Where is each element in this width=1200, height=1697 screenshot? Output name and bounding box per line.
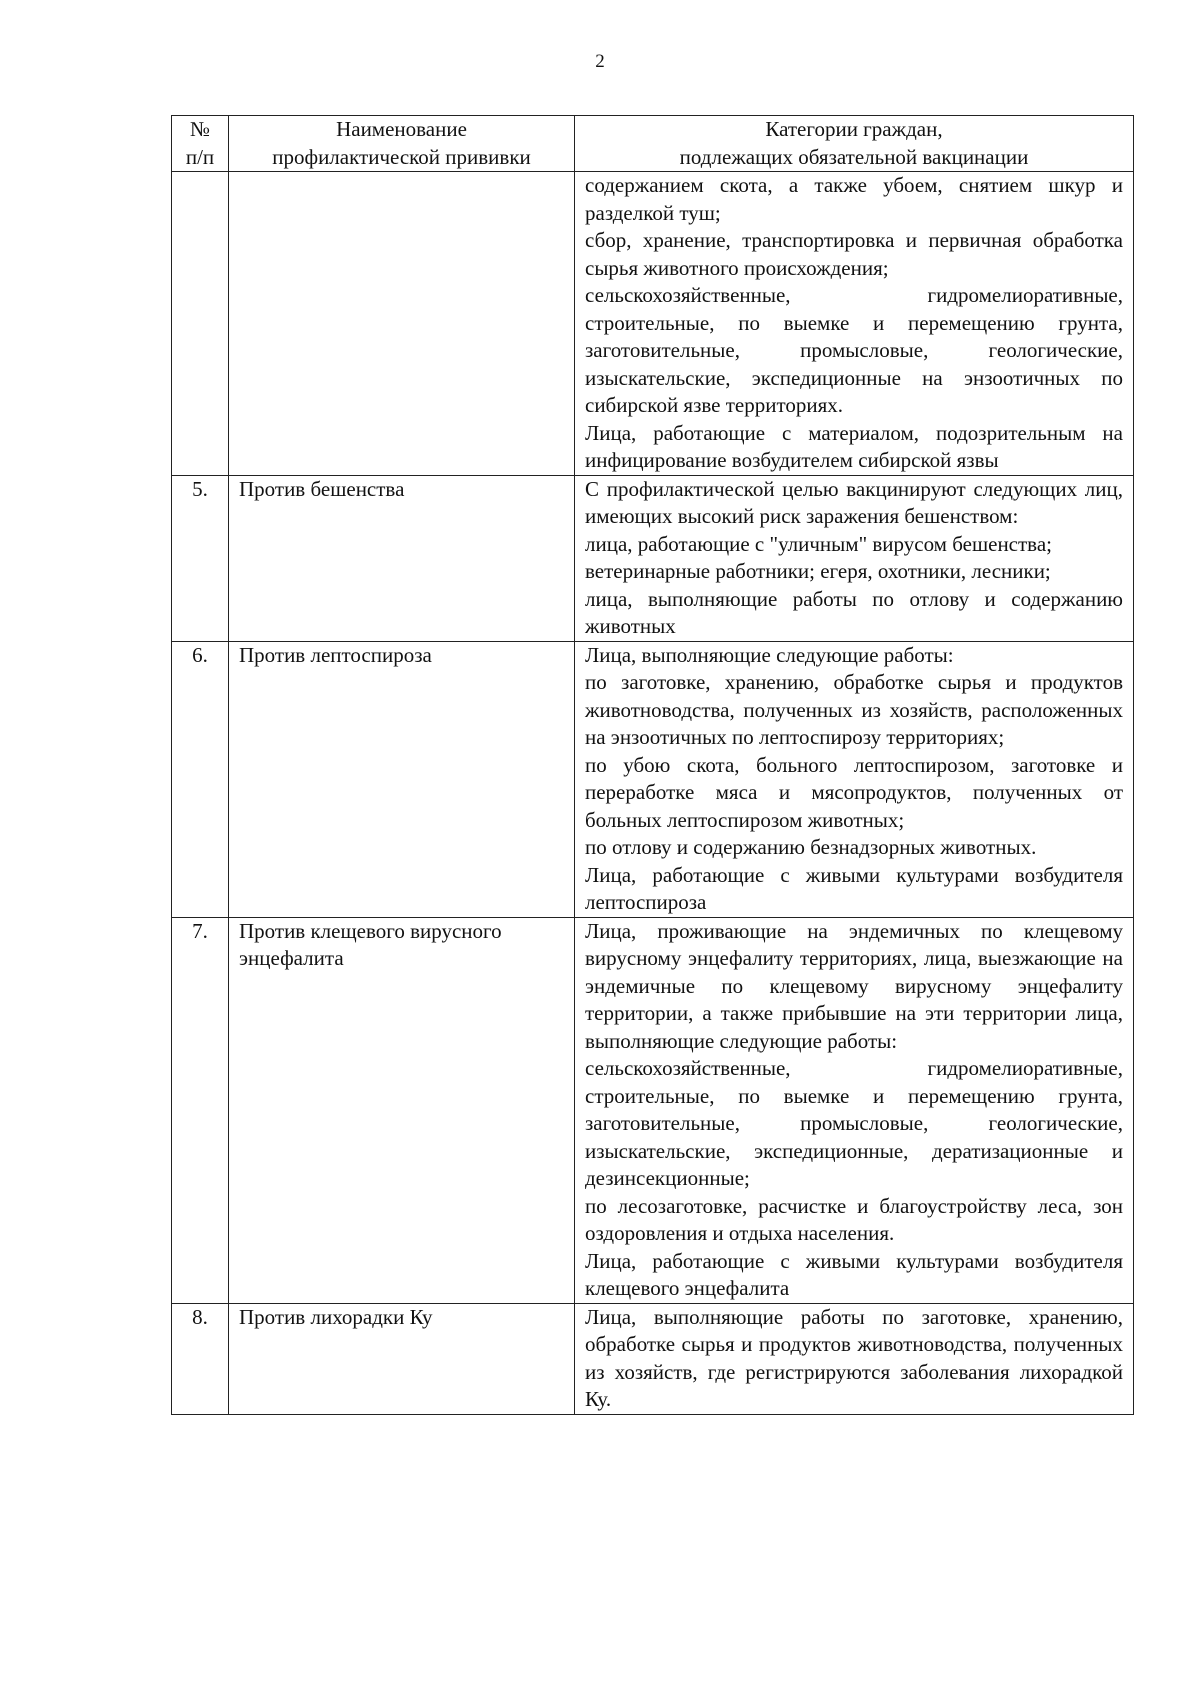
category-paragraph: лица, выполняющие работы по отлову и содержанию животных [585, 586, 1123, 638]
header-cats-line1: Категории граждан, [765, 117, 943, 141]
category-paragraph: Лица, выполняющие работы по заготовке, хранению, обработке сырья и продуктов животноводства, полученных из хозяйств, где регистрируются заболевания лихорадкой Ку. [585, 1304, 1123, 1411]
vaccination-name: Против лептоспироза [229, 641, 575, 917]
row-number: 6. [172, 641, 229, 917]
row-number: 7. [172, 917, 229, 1303]
category-paragraph: сбор, хранение, транспортировка и первичная обработка сырья животного происхождения; [585, 228, 1123, 280]
header-citizen-categories [575, 116, 1134, 172]
category-paragraph: сельскохозяйственные, гидромелиоративные, строительные, по выемке и перемещению грунта, заготовительные, промысловые, геологические, изыскательские, экспедиционные, дератизационные и дезинсекционные; [585, 1056, 1123, 1190]
category-paragraph: по заготовке, хранению, обработке сырья и продуктов животноводства, полученных из хозяйств, расположенных на энзоотичных по лептоспирозу территориях; [585, 670, 1123, 749]
table-header-row [172, 116, 1134, 172]
page-number: 2 [595, 51, 605, 72]
row-number: 5. [172, 475, 229, 641]
category-paragraph: содержанием скота, а также убоем, снятием шкур и разделкой туш; [585, 173, 1123, 225]
category-paragraph: по убою скота, больного лептоспирозом, заготовке и переработке мяса и мясопродуктов, полученных от больных лептоспирозом животных; [585, 752, 1123, 832]
category-paragraph: сельскохозяйственные, гидромелиоративные, строительные, по выемке и перемещению грунта, заготовительные, промысловые, геологические, изыскательские, экспедиционные на энзоотичных по сибирской язве территориях. [585, 283, 1123, 417]
header-number-line1: № [189, 117, 211, 141]
header-number-line2: п/п [185, 144, 215, 169]
citizen-categories [575, 641, 1134, 917]
table-row [172, 172, 1134, 476]
table-row [172, 641, 1134, 917]
header-name-line2: профилактической прививки [272, 144, 531, 169]
vaccination-name: Против клещевого вирусного энцефалита [229, 917, 575, 1303]
category-paragraph: ветеринарные работники; егеря, охотники, лесники; [585, 559, 1051, 583]
category-paragraph: по отлову и содержанию безнадзорных животных. [585, 835, 1037, 859]
citizen-categories [575, 1303, 1134, 1414]
vaccination-table [171, 115, 1134, 1415]
category-paragraph: Лица, работающие с живыми культурами возбудителя клещевого энцефалита [585, 1248, 1123, 1300]
header-number [172, 116, 229, 172]
vaccination-name: Против лихорадки Ку [229, 1303, 575, 1414]
category-paragraph: С профилактической целью вакцинируют следующих лиц, имеющих высокий риск заражения бешенством: [585, 476, 1123, 528]
row-number: 8. [172, 1303, 229, 1414]
category-paragraph: по лесозаготовке, расчистке и благоустройству леса, зон оздоровления и отдыха населения. [585, 1193, 1123, 1245]
category-paragraph: лица, работающие с "уличным" вирусом бешенства; [585, 531, 1052, 556]
header-name-line1: Наименование [336, 117, 467, 141]
table-row [172, 917, 1134, 1303]
citizen-categories [575, 172, 1134, 476]
category-paragraph: Лица, проживающие на эндемичных по клещевому вирусному энцефалиту территориях, лица, выезжающие на эндемичные по клещевому вирусному энцефалиту территории, а также прибывшие на эти территории лица, выполняющие следующие работы: [585, 918, 1123, 1053]
vaccination-name [229, 172, 575, 476]
header-cats-line2: подлежащих обязательной вакцинации [679, 144, 1029, 169]
table-row [172, 475, 1134, 641]
header-vaccination-name [229, 116, 575, 172]
table-row [172, 1303, 1134, 1414]
category-paragraph: Лица, работающие с материалом, подозрительным на инфицирование возбудителем сибирской язвы [585, 420, 1123, 472]
table-body [172, 172, 1134, 1415]
category-paragraph: Лица, выполняющие следующие работы: [585, 642, 954, 667]
citizen-categories [575, 917, 1134, 1303]
citizen-categories [575, 475, 1134, 641]
row-number [172, 172, 229, 476]
vaccination-name: Против бешенства [229, 475, 575, 641]
category-paragraph: Лица, работающие с живыми культурами возбудителя лептоспироза [585, 862, 1123, 914]
